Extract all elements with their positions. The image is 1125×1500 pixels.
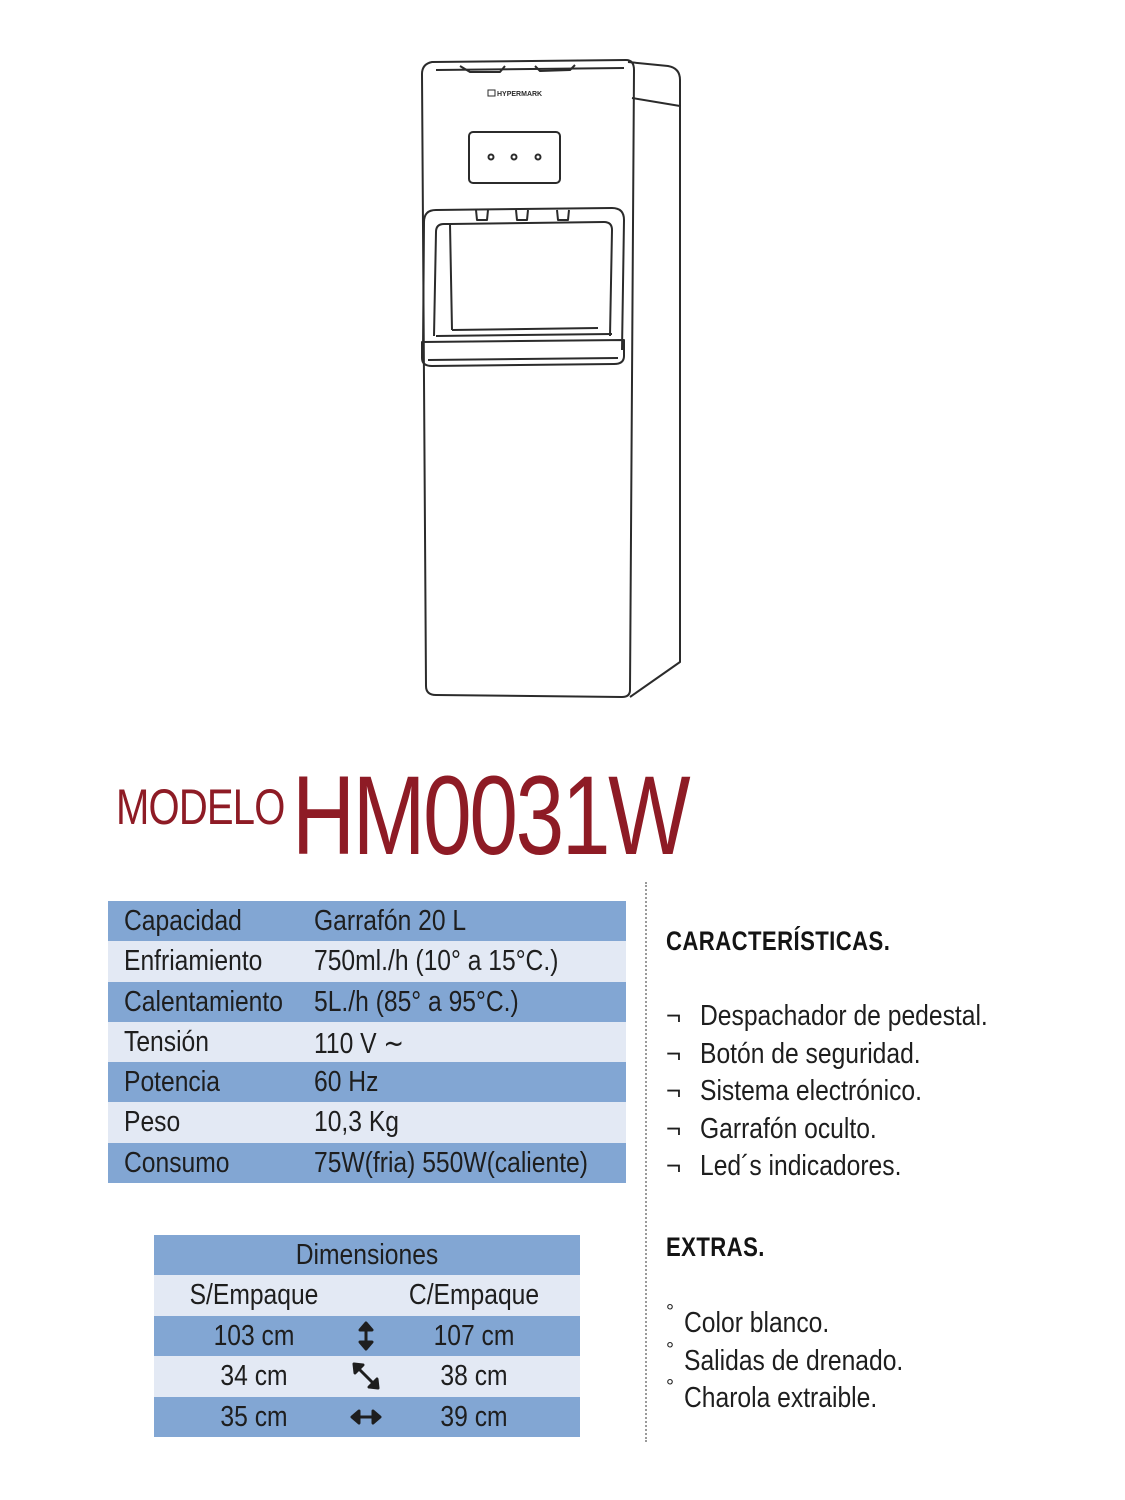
spec-row-calentamiento [108,982,626,1022]
extra-text: Color blanco. [684,1307,830,1339]
feature-text: Botón de seguridad. [700,1037,921,1070]
extra-text: Salidas de drenado. [684,1344,904,1377]
column-header-with-packaging: C/Empaque [408,1279,540,1312]
bullet-icon: ° [666,1338,674,1361]
spec-row-enfriamiento [108,941,626,981]
height-with-packaging: 107 cm [433,1319,515,1352]
feature-text: Sistema electrónico. [700,1075,922,1108]
dimensions-row-width [154,1397,580,1437]
extra-text: Charola extraible. [684,1382,878,1415]
spec-row-capacidad [108,901,626,941]
spec-value: 75W(fria) 550W(caliente) [314,1146,588,1179]
spec-value: 10,3 Kg [314,1106,399,1139]
dimensions-header-row [154,1275,580,1315]
depth-without-packaging: 34 cm [220,1360,288,1393]
dimensions-table [154,1235,580,1437]
spec-value: 750ml./h (10° a 15°C.) [314,945,559,978]
spec-label: Peso [124,1106,181,1139]
bullet-icon: ° [666,1376,674,1399]
width-without-packaging: 35 cm [220,1400,288,1433]
extras-heading: EXTRAS. [666,1232,765,1262]
spec-row-peso [108,1102,626,1142]
specs-table [108,901,626,1183]
spec-label: Enfriamiento [124,945,263,978]
height-arrow-icon [350,1320,382,1352]
spec-value: 5L./h (85° a 95°C.) [314,985,519,1018]
depth-arrow-icon [350,1360,382,1392]
dimensions-title-row [154,1235,580,1275]
spec-label: Calentamiento [124,985,283,1018]
dimensions-title: Dimensiones [295,1239,439,1271]
spec-label: Capacidad [124,905,242,937]
spec-value: 110 V ∼ [314,1027,405,1060]
water-dispenser-illustration [0,0,1125,720]
bullet-icon: ¬ [666,1112,682,1143]
spec-row-tension [108,1022,626,1062]
bullet-icon: ¬ [666,1000,682,1030]
spec-label: Tensión [124,1025,209,1058]
spec-label: Consumo [124,1146,230,1179]
spec-value: 60 Hz [314,1066,379,1099]
spec-value: Garrafón 20 L [314,905,467,937]
brand-logo-icon [488,90,495,96]
feature-text: Despachador de pedestal. [700,1000,988,1032]
column-header-without-packaging: S/Empaque [189,1279,319,1312]
spec-row-consumo [108,1143,626,1183]
dimensions-row-height [154,1316,580,1356]
bullet-icon: ¬ [666,1150,682,1181]
feature-text: Garrafón oculto. [700,1112,877,1145]
spec-row-potencia [108,1062,626,1102]
model-prefix: MODELO [116,779,285,835]
width-arrow-icon [350,1401,382,1433]
column-divider [645,882,647,1442]
features-heading: CARACTERÍSTICAS. [666,926,891,956]
feature-text: Led´s indicadores. [700,1150,902,1183]
brand-logo-text: HYPERMARK [497,91,543,98]
dimensions-row-depth [154,1356,580,1396]
width-with-packaging: 39 cm [440,1400,508,1433]
spec-label: Potencia [124,1066,220,1099]
bullet-icon: ¬ [666,1037,682,1068]
depth-with-packaging: 38 cm [440,1360,508,1393]
model-code: HM0031W [292,753,689,878]
bullet-icon: ¬ [666,1075,682,1106]
height-without-packaging: 103 cm [213,1319,295,1352]
bullet-icon: ° [666,1301,674,1323]
